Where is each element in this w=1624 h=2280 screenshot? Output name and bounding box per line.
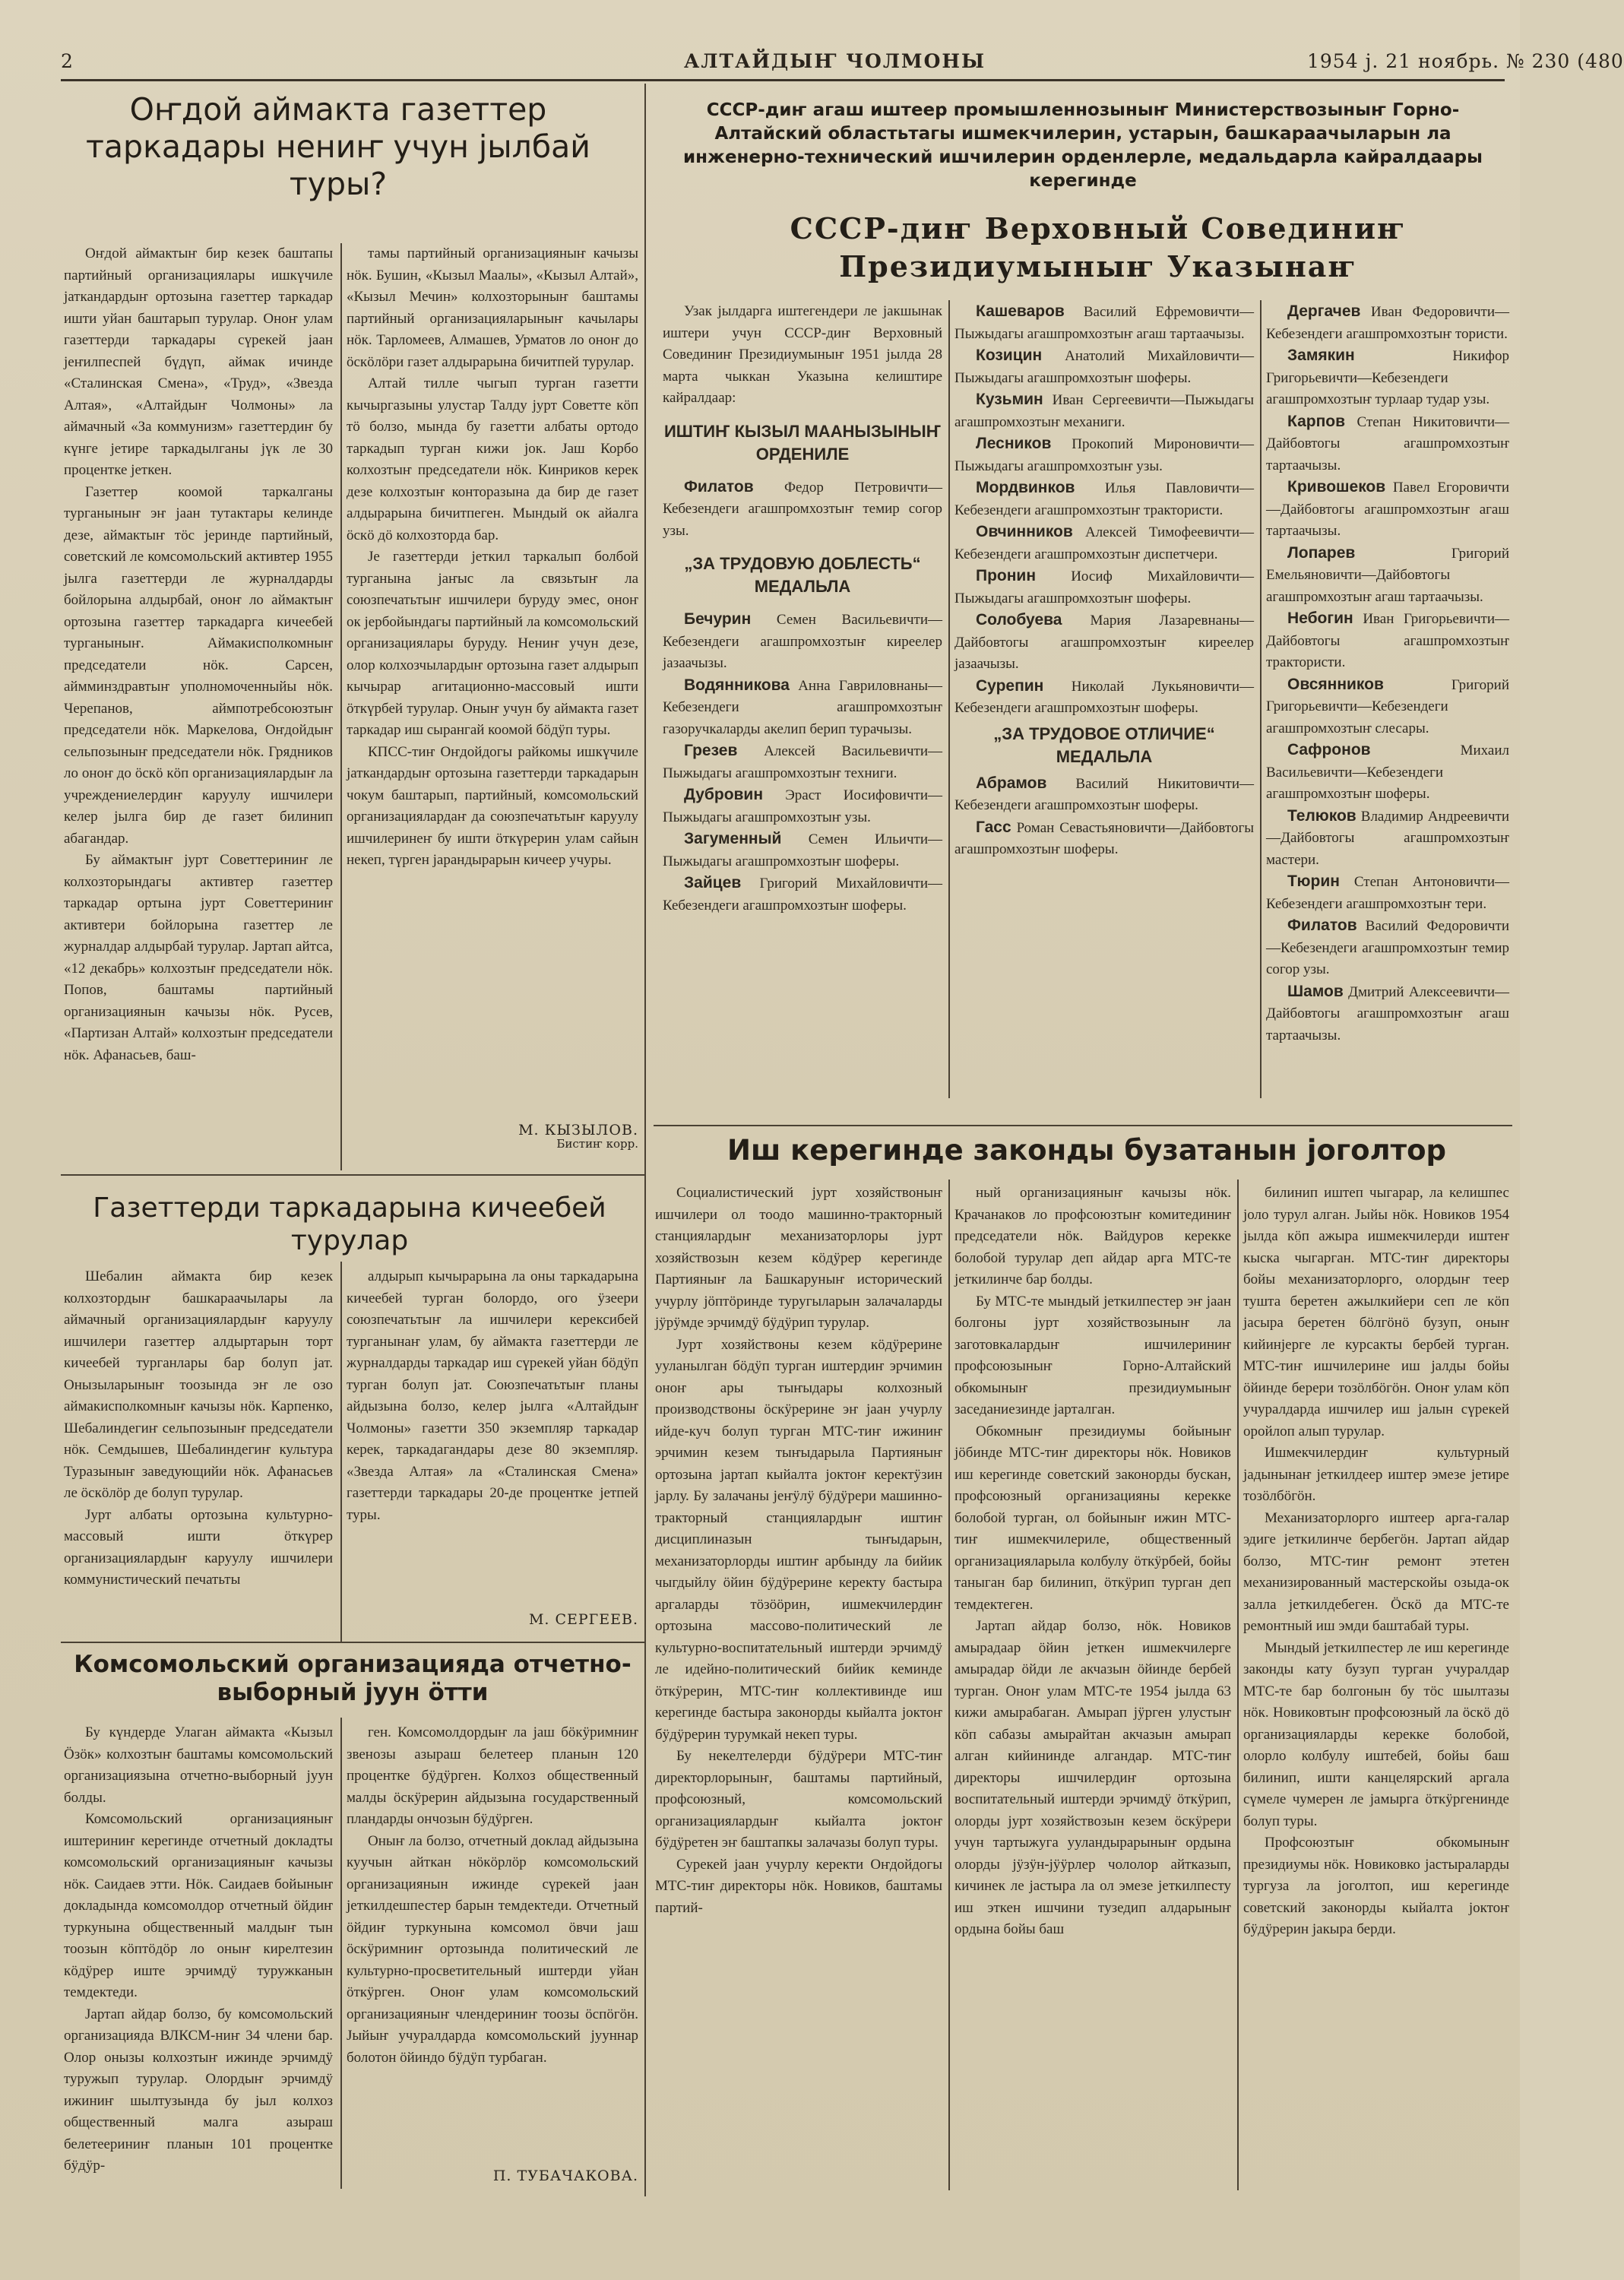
- article1-column-1: [64, 243, 333, 1174]
- article2-title: Газеттерди таркадарына кичеебей турулар: [93, 1192, 606, 1257]
- awardee-surname: Филатов: [684, 477, 754, 496]
- awardee-entry: [1266, 806, 1509, 872]
- article1-column-2: [347, 243, 638, 1094]
- awardee-details: Роман Севастьяновичти—Дайбовтогы агашпромхозтыҥ шоферы.: [954, 819, 1255, 857]
- awardee-surname: Овчинников: [976, 523, 1073, 540]
- author-role: Бистиҥ корр.: [556, 1137, 638, 1151]
- paragraph: билинип иштеп чыгарар, ла келишпес јоло турул алган. Јыйы нӧк. Новиков 1954 јылда кӧп ажыра ишмекчилерди иштеҥ кыска чыгарган. МТС-тиҥ директоры бойы механизаторлорго, олордыҥ теер тушта беретен ажылкийери сеп ле кӧп јасыра беретен бӧлгӧнӧ бузуп, оныҥ кийинјерге ле курсакты бербей турган. МТС-тиҥ ишчилерине иш јалды бойы ӧйинде берери тозӧлбӧгӧн. Оноҥ улам кӧп учуралдарда ишчилер иш јалын сүрекей оройлоп алып турулар.: [1243, 1185, 1509, 1439]
- paragraph: ген. Комсомолдордыҥ ла јаш бӧкӱримниҥ звенозы азыраш белетеер планын 120 процентке бӱдӱрген. Колхоз общественный малды ӧскӱрерин айдызына государственный пландарды ончозын бӱдӱрген.: [347, 1724, 638, 1827]
- awardee-entry: [663, 828, 942, 872]
- issue-date: 1954 ј. 21 ноябрь. № 230 (480: [1307, 50, 1624, 72]
- awardee-surname: Дубровин: [684, 786, 764, 803]
- awardee-surname: Солобуева: [976, 611, 1062, 629]
- awardee-details: Степан Никитовичти—Дайбовтогы агашпромхозтыҥ тартаачызы.: [1266, 413, 1510, 473]
- awardee-surname: Гасс: [976, 818, 1011, 836]
- awardee-surname: Абрамов: [976, 774, 1047, 792]
- awardee-details: Алексей Тимофеевичти—Кебезендеги агашпромхозтыҥ диспетчери.: [954, 524, 1254, 562]
- awardee-surname: Овсянников: [1287, 675, 1384, 693]
- paragraph: Бу МТС-те мындый јеткилпестер эҥ јаан болгоны јурт хозяйствозыныҥ ла заготовкалардыҥ ишчилериниҥ профсоюзыныҥ Горно-Алтайский обкомыныҥ президиумыныҥ заседаниезинде јарталган.: [954, 1293, 1231, 1417]
- paragraph: Ишмекчилердиҥ культурный јадынынаҥ јеткилдеер иштер эмезе јетире тозӧлбӧгӧн.: [1243, 1445, 1509, 1504]
- paragraph: Бу некелтелерди бӱдӱрери МТС-тиҥ директорлорыныҥ, баштамы партийный, профсоюзный, комсомольский организациялардыҥ кыйалта јоктоҥ бӱдӱретен эҥ баштапкы залачазы болуп туры.: [655, 1748, 942, 1851]
- article4-column-3: [1243, 1183, 1509, 2193]
- awardee-entry: [1266, 543, 1509, 609]
- column-divider: [644, 84, 646, 2196]
- awardee-surname: Карпов: [1287, 412, 1346, 430]
- article1-signature-block: [347, 1122, 638, 1167]
- decree-title: СССР-диҥ Верховный Совединиҥ Президиумыныҥ Указынаҥ: [790, 211, 1407, 283]
- decree-column-1: [663, 301, 942, 1099]
- masthead: [61, 47, 1624, 81]
- awardee-entry: [954, 301, 1254, 345]
- awardee-details: Василий Федоровичти—Кебезендеги агашпромхозтыҥ темир согор узы.: [1266, 918, 1509, 977]
- paragraph: Јартап айдар болзо, бу комсомольский организацияда ВЛКСМ-ниҥ 34 члени бар. Олор онызы колхозтыҥ ижинде эрчимдӱ туружып турулар. Олордыҥ эрчимдӱ ижиниҥ шылтузында бу јыл колхоз общественный малга азыраш белетеериниҥ планын 101 процентке бӱдӱр-: [64, 2006, 333, 2174]
- awardee-entry: [954, 389, 1254, 433]
- column-divider: [1237, 1180, 1239, 2190]
- awardee-entry: [663, 609, 942, 675]
- column-divider: [948, 300, 950, 1098]
- awardee-details: Василий Ефремовичти—Пыжыдагы агашпромхозтыҥ агаш тартаачызы.: [954, 304, 1254, 342]
- awardee-entry: [954, 817, 1254, 861]
- awardee-details: Степан Антоновичти—Кебезендеги агашпромхозтыҥ тери.: [1266, 874, 1509, 912]
- decree-intro: Узак јылдарга иштегендери ле јакшынак иштери учун СССР-диҥ Верховный Совединиҥ Президиумыныҥ 1951 јылда 28 марта чыккан Указына келиштире кайралдаар:: [663, 303, 942, 406]
- awardee-entry: [954, 477, 1254, 521]
- paper-name: АЛТАЙДЫҤ ЧОЛМОНЫ: [684, 50, 986, 72]
- awardee-entry: [663, 872, 942, 917]
- paragraph: Бу аймактыҥ јурт Советтериниҥ ле колхозторындагы активтер газеттер таркадар ортына јурт Советтериниҥ активтери бойлорына газеттер ле журналдар алдырбай турулар. Јартап айтса, «12 декабрь» колхозтыҥ председатели нӧк. Попов, баштамы партийный организациянын качызы нӧк. Русев, «Партизан Алтай» колхозтыҥ председатели нӧк. Афанасьев, баш-: [64, 852, 333, 1063]
- awardee-details: Василий Никитовичти—Кебезендеги агашпромхозтыҥ шоферы.: [954, 775, 1254, 813]
- awardee-details: Анатолий Михайловичти—Пыжыдагы агашпромхозтыҥ шоферы.: [954, 348, 1254, 386]
- paragraph: Мындый јеткилпестер ле иш керегинде законды кату бузуп турган учуралдар МТС-те бар болгонын бу тӧс шылтазы нӧк. Новиковтыҥ профсоюзный ла ӧскӧ дӧ организацияларды керекке болобой, олорло колбулу иштебей, бойы баш билинип, ишти канцелярский аргала сүмеле чумерен ле јамырга ӧткӱргенинде болуп туры.: [1243, 1639, 1509, 1829]
- decree-header: СССР-диҥ агаш иштеер промышленнозыныҥ Министерствозыныҥ Горно-Алтайский областьтагы ишмекчилерин, устарын, башкараачыларын ла инженерно-технический ишчилерин орденлерле, медальдарла кайралдаары керегинде: [683, 100, 1483, 191]
- article3-title: Комсомольский организацияда отчетно-выборный јуун ӧтти: [74, 1651, 632, 1707]
- awardee-surname: Лопарев: [1287, 543, 1356, 562]
- column-divider: [948, 1180, 950, 2190]
- awardee-entry: [1266, 674, 1509, 740]
- section-divider: [61, 1642, 644, 1643]
- awardee-details: Анна Гавриловнаны—Кебезендеги агашпромхозтыҥ газоручкаларды акелип берип турачызы.: [663, 677, 943, 737]
- awardee-surname: Кузьмин: [976, 391, 1043, 408]
- paragraph: Шебалин аймакта бир кезек колхозтордыҥ башкараачылары ла аймачный организациялардыҥ каруулу ишчилери газеттер алдыртарын торт кичеебей турганлары бар болуп јат. Онызыларыныҥ тоозында эҥ ле озо аймакисполкомныҥ качызы нӧк. Карпенко, Шебалиндегиҥ сельпозыныҥ председатели нӧк. Семдышев, Шебалиндегиҥ культура Туразыныҥ заведующийи нӧк. Афанасьев ле ӧскӧлӧр де болуп турулар.: [64, 1268, 333, 1501]
- awardee-details: Семен Васильевичти—Кебезендеги агашпромхозтыҥ киреелер јазаачызы.: [663, 612, 942, 671]
- awardee-details: Дмитрий Алексеевичти—Дайбовтогы агашпромхозтыҥ агаш тартаачызы.: [1266, 983, 1509, 1043]
- awardee-details: Иосиф Михайловичти—Пыжыдагы агашпромхозтыҥ шоферы.: [954, 568, 1255, 606]
- awardee-details: Николай Лукьяновичти—Кебезендеги агашпромхозтыҥ шоферы.: [954, 678, 1255, 716]
- paragraph: Јартап айдар болзо, нӧк. Новиков амырадаар ӧйин јеткен ишмекчилерге амырадар ӧйди ле акчазын ӧйинде бербей турган. Оноҥ улам МТС-те 1954 јылда 63 кижи амырабаган. Амырап јӱрген улустыҥ кӧп сабазы амырайтан акчазын амырап алган кийининде алгандар. МТС-тиҥ директоры ишчилердиҥ ортозына воспитательный иштерди эрчимдӱ ӧткӱрип, олорды јурт хозяйствозын кезем ӧскӱрери учун тартыжуга ууландырарыныҥ ордына олорды јӱзӱн-јӱӱрлер чололор айтказып, кичинек ле јастыра ла ол эмезе јеткилпесту иш эткен ишчини тузедип алдарыныҥ ордына бойы баш: [954, 1618, 1231, 1937]
- article4-column-1: [655, 1183, 942, 2193]
- awardee-surname: Кашеваров: [976, 302, 1065, 320]
- section-divider: [61, 1174, 644, 1176]
- awardee-entry: [954, 773, 1254, 817]
- paragraph: Алтай тилле чыгып турган газетти кычыргазыны улустар Талду јурт Советте кӧп тӧ болзо, мында бу газетти албаты ортодо таркадып турган кижи јок. Јаш Корбо колхозтыҥ председатели нӧк. Кинриков керек дезе колхозтыҥ конторазына да бир де газет алдырарына бичитпеген. Мындый ок айалга ӧскӧ дӧ колхозторда бар.: [347, 375, 638, 543]
- paragraph: Механизаторлорго иштеер арга-галар эдиге јеткилинче бербегӧн. Јартап айдар болзо, МТС-тиҥ ремонт этетен механизированный мастерскойы озыда-ок залла јеткилдебеген. Ӧскӧ да МТС-те ремонтный иш эмди баштабай туры.: [1243, 1509, 1509, 1634]
- awardee-surname: Сурепин: [976, 676, 1044, 695]
- awardee-details: Никифор Григорьевичти—Кебезендеги агашпромхозтыҥ турлаар тудар узы.: [1266, 348, 1509, 407]
- awardee-surname: Зайцев: [684, 874, 742, 891]
- paragraph: Обкомныҥ президиумы бойыныҥ јӧбинде МТС-тиҥ директоры нӧк. Новиков иш керегинде советский законорды бускан, профсоюзный организацияны керекке болобой турган, ол бойыныҥ ижин МТС-тиҥ ишмекчилериле, общественный организацияларыла колбулу ӧткӱрбей, бойы таныган бар билинип, ӧткӱрип турган деп темдектеген.: [954, 1423, 1231, 1613]
- awardee-entry: [1266, 739, 1509, 806]
- section-divider: [654, 1125, 1512, 1126]
- awardee-surname: Телюков: [1287, 806, 1356, 825]
- awardee-surname: Грезев: [684, 742, 738, 759]
- page-number: 2: [61, 50, 74, 72]
- award-title: „ЗА ТРУДОВУЮ ДОБЛЕСТЬ“ МЕДАЛЬЛА: [684, 554, 921, 596]
- article3-column-1: [64, 1722, 333, 2193]
- awardee-details: Иван Григорьевичти—Дайбовтогы агашпромхозтыҥ трактористи.: [1266, 611, 1509, 670]
- awardee-entry: [1266, 915, 1509, 981]
- awardee-details: Эраст Иосифовичти—Пыжыдагы агашпромхозтыҥ узы.: [663, 787, 942, 825]
- awardee-entry: [663, 675, 942, 741]
- author-signature: П. ТУБАЧАКОВА.: [492, 2168, 638, 2184]
- awardee-entry: [954, 610, 1254, 676]
- awardee-surname: Кривошеков: [1287, 478, 1386, 496]
- awardee-details: Мария Лазаревнаны—Дайбовтогы агашпромхозтыҥ киреелер јазаачызы.: [954, 613, 1255, 672]
- awardee-surname: Небогин: [1287, 610, 1353, 627]
- awardee-details: Павел Егоровичти—Дайбовтогы агашпромхозтыҥ агаш тартаачызы.: [1266, 480, 1509, 539]
- column-divider: [340, 1262, 342, 1642]
- awardee-surname: Водянникова: [684, 676, 790, 694]
- awardee-details: Семен Ильичти—Пыжыдагы агашпромхозтыҥ шоферы.: [663, 831, 943, 869]
- article1-title: Оҥдой аймакта газеттер таркадары нениҥ учун јылбай туры?: [86, 91, 590, 203]
- paragraph: Газеттер коомой таркалганы турганыныҥ эҥ јаан тутактары келинде дезе, аймактыҥ тӧс јеринде партийный, советский ле комсомольский активтер 1955 јылга газеттерди ле журналдарды бойлорына алдырбай, оноҥ ло аймактыҥ ортозына газеттер таркадарга кичеебей турганыныҥ. Аймакисполкомныҥ председатели нӧк. Сарсен, аймминздравтыҥ уполномоченныйы нӧк. Черепанов, аймпотребсоюзтыҥ председатели нӧк. Маркелова, Оҥдойдыҥ сельпозыныҥ председатели нӧк. Грядников ло оноҥ до ӧскӧ кӧп организациялардыҥ ла учреждениелердиҥ каруулу ишчилери келер јылга бир де газет билинип абагандар.: [64, 483, 333, 847]
- paragraph: Комсомольский организацияныҥ иштериниҥ керегинде отчетный докладты комсомольский организацияныҥ качызы нӧк. Саидаев этти. Нӧк. Саидаев бойыныҥ докладында комсомолдор отчетный ӧйдиҥ туркунына общественный малдыҥ тын тоозын кӧптӧдӧр ло оныҥ кирелтезин кӧдӱрер иште эрчимдӱ туружканын темдектеди.: [64, 1811, 333, 2000]
- awardee-entry: [1266, 871, 1509, 915]
- awardee-details: Прокопий Мироновичти—Пыжыдагы агашпромхозтыҥ узы.: [954, 436, 1254, 474]
- awardee-entry: [663, 477, 942, 543]
- awardee-details: Михаил Васильевичти—Кебезендеги агашпромхозтыҥ шоферы.: [1266, 743, 1509, 802]
- awardee-details: Иван Федоровичти—Кебезендеги агашпромхозтыҥ тористи.: [1266, 304, 1509, 342]
- awardee-details: Григорий Григорьевичти—Кебезендеги агашпромхозтыҥ слесары.: [1266, 676, 1509, 736]
- paragraph: Социалистический јурт хозяйствоныҥ ишчилери ол тоодо машинно-тракторный станциялардыҥ механизаторлоры јурт хозяйствозын кезем кӧдӱрер керегинде Партияныҥ ла Башкаруныҥ исторический учурлу јӧптӧринде туругыларын залачаларды јӱрӱмде эрчимдӱ бӱдӱрип турулар.: [655, 1185, 942, 1331]
- paragraph: алдырып кычырарына ла оны таркадарына кичеебей турган болордо, ого ӱзеери союзпечатьтыҥ ла ишчилери керексибей турганынаҥ улам, бу аймакта газеттерди ле журналдарды таркадар иш сүрекей уйан бӧдӱп турган болуп јат. Союзпечатьтыҥ планы айдызына болзо, келер јылга «Алтайдыҥ Чолмоны» газетти 350 экземпляр таркадар керек, таркадагандары дезе 80 экземпляр. «Звезда Алтая» ла «Сталинская Смена» газеттерди таркадары 20-де процентке јетпей туры.: [347, 1268, 638, 1523]
- awardee-surname: Шамов: [1287, 982, 1344, 1000]
- awardee-entry: [1266, 477, 1509, 543]
- awardee-details: Григорий Емельяновичти—Дайбовтогы агашпромхозтыҥ агаш тартаачызы.: [1266, 545, 1509, 605]
- awardee-details: Алексей Васильевичти—Пыжыдагы агашпромхозтыҥ техниги.: [663, 743, 942, 781]
- awardee-details: Илья Павловичти—Кебезендеги агашпромхозтыҥ трактористи.: [954, 480, 1254, 518]
- awardee-surname: Дергачев: [1287, 302, 1361, 320]
- column-divider: [340, 243, 342, 1170]
- awardee-entry: [663, 784, 942, 828]
- awardee-surname: Тюрин: [1287, 872, 1340, 890]
- awardee-entry: [954, 521, 1254, 565]
- author-signature: М. КЫЗЫЛОВ.: [518, 1122, 638, 1138]
- paragraph: Јe газеттерди јеткил таркалып болбой турганына јаҥыс ла связьтыҥ ла союзпечатьтыҥ ишчилери буруду эмес, оноҥ ок јербойындагы партийный ла комсомольский организациялары буруду. Нениҥ учун дезе, олор колхозчылардыҥ ортозына газет алдырып кычырар агитационно-массовый ишти ӧткүрбей турулар. Оныҥ учун бу аймакта газет таркадар иш сырангай коомой бӧдӱп туры.: [347, 549, 638, 738]
- awardee-entry: [1266, 608, 1509, 674]
- awardee-entry: [1266, 411, 1509, 477]
- paragraph: тамы партийный организацияныҥ качызы нӧк. Бушин, «Кызыл Маалы», «Кызыл Алтай», «Кызыл Мечин» колхозторыныҥ баштамы партийный организацияларыныҥ качылары нӧк. Тарломеев, Алмашев, Урматов ло оноҥ до ӧскӧлӧри газет алдырарына бичитпей турулар.: [347, 245, 638, 370]
- awardee-details: Владимир Андреевичти—Дайбовтогы агашпромхозтыҥ мастери.: [1266, 808, 1510, 868]
- paragraph: Јурт албаты ортозына культурно-массовый ишти ӧткүрер организациялардыҥ каруулу ишчилери коммунистический печатьты: [64, 1506, 333, 1588]
- awardee-entry: [954, 565, 1254, 610]
- paragraph: Оныҥ ла болзо, отчетный доклад айдызына куучын айткан нӧкӧрлӧр комсомольский организациянын ижинде сүрекей јаан јеткилдешпестер барын темдектеди. Отчетный ӧйдиҥ туркунына комсомол ӧвчи јаш ӧскӱримниҥ ортозында политический ле культурно-просветительный иштерди уйан ӧткӱрген. Оноҥ улам комсомольский организацияныҥ члендериниҥ тоозы ӧспӧгӧн. Јыйыҥ учуралдарда комсомольский јууннар болотон ӧйиндо бӱдӱп турбаган.: [347, 1832, 638, 2066]
- awardee-entry: [954, 345, 1254, 389]
- decree-column-2: [954, 301, 1254, 1099]
- column-divider: [340, 1718, 342, 2189]
- awardee-surname: Козицин: [976, 347, 1043, 364]
- awardee-entry: [1266, 345, 1509, 411]
- author-signature: М. СЕРГЕЕВ.: [528, 1611, 638, 1628]
- awardee-surname: Пронин: [976, 567, 1037, 584]
- awardee-entry: [1266, 981, 1509, 1047]
- decree-column-3: [1266, 301, 1509, 1099]
- paragraph: КПСС-тиҥ Оҥдойдогы райкомы ишкүчиле јаткандардыҥ ортозына газеттерди таркадарын чокум баштарып, партийный, комсомольский организациялардаҥ да союзпечатьтыҥ каруулу ишчилеринеҥ бу ишти ӧткүрерин улам сайын некеп, түрген јарандырарын кичеер учуры.: [347, 743, 638, 868]
- awardee-surname: Замякин: [1287, 347, 1355, 364]
- awardee-details: Иван Сергеевичти—Пыжыдагы агашпромхозтыҥ механиги.: [954, 392, 1255, 430]
- awardee-entry: [954, 433, 1254, 477]
- paragraph: Профсоюзтыҥ обкомыныҥ президиумы нӧк. Новиковко јастыраларды тургуза ла јоголтоп, иш керегинде советский законорды кыйалта јоктоҥ бӱдӱрерин јакыра берди.: [1243, 1835, 1509, 1937]
- awardee-details: Григорий Михайловичти—Кебезендеги агашпромхозтыҥ шоферы.: [663, 876, 943, 914]
- paragraph: Бу күндерде Улаган аймакта «Кызыл Ӧзӧк» колхозтыҥ баштамы комсомольский организациязына отчетно-выборный јуун болды.: [64, 1724, 333, 1806]
- awardee-entry: [663, 740, 942, 784]
- award-title: ИШТИҤ КЫЗЫЛ МААНЫЗЫНЫҤ ОРДЕНИЛЕ: [663, 421, 942, 464]
- paragraph: Јурт хозяйствоны кезем кӧдӱрерине ууланылган бӧдӱп турган иштердиҥ эрчимин оноҥ ары тыҥыдары колхозный производствоны ӧскӱрерине эҥ јаан учурлу ийде-куч болуп турган МТС-тиҥ ижиниҥ эрчимин кезем тыҥыдарыла Партияныҥ ортозына јартап кыйалта јоктоҥ керектӱзин јарлу. Бу залачаны јеҥӱлӱ бӱдӱрери машинно-тракторный станциялардыҥ иштиҥ дисциплиназын тыҥыдарын, механизаторлорды иштиҥ арбынду ла бийик чыгдыйлу ӧйин бӱдӱрерине керекту бастыра аргаларды тӧзӧӧрин, ишмекчилердиҥ ортозына массово-политический ле культурно-воспитательный иштерди эрчимдӱ ле идейно-политический бийик кеминде ӧткӱрерин, МТС-тиҥ коллективинде иш керегинде бастыра законорды кыйалта јоктоҥ бӱдӱрерин турумкай некеп туры.: [655, 1336, 942, 1743]
- article4-title: Иш керегинде законды бузатанын јоголтор: [727, 1134, 1446, 1167]
- awardee-entry: [1266, 301, 1509, 345]
- awardee-surname: Бечурин: [684, 610, 752, 628]
- awardee-surname: Загуменный: [684, 830, 782, 847]
- article3-column-2: [347, 1722, 638, 2163]
- awardee-surname: Филатов: [1287, 917, 1357, 934]
- article2-column-1: [64, 1266, 333, 1639]
- paragraph: Сурекей јаан учурлу керекти Оҥдойдогы МТС-тиҥ директоры нӧк. Новиков, баштамы партий-: [655, 1856, 942, 1916]
- article4-column-2: [954, 1183, 1231, 2193]
- awardee-entry: [954, 676, 1254, 720]
- article2-column-2: [347, 1266, 638, 1585]
- awardee-surname: Сафронов: [1287, 741, 1371, 758]
- awardee-surname: Лесников: [976, 435, 1052, 452]
- awardee-details: Федор Петровичти—Кебезендеги агашпромхозтыҥ темир согор узы.: [663, 479, 943, 539]
- awardee-surname: Мордвинков: [976, 479, 1075, 496]
- award-title: „ЗА ТРУДОВОЕ ОТЛИЧИЕ“ МЕДАЛЬЛА: [993, 724, 1215, 766]
- paragraph: Оҥдой аймактыҥ бир кезек баштапы партийный организациялары ишкүчиле јаткандардыҥ ортозына газеттер таркадар ишти уйан баштарып турулар. Оноҥ улам газеттерди таркадары сүрекей јаан јеҥилпеспей бүдүп, аймак ичинде «Сталинская Смена», «Труд», «Звезда Алтая», «Алтайдыҥ Чолмоны» ла аймачный «За коммунизм» газеттердиҥ бу күнге јетире таркадылганы јүк ле 30 процентке јеткен.: [64, 245, 333, 478]
- paragraph: ный организацияныҥ качызы нӧк. Крачанаков ло профсоюзтыҥ комитединиҥ председатели нӧк. Вайдуров керекке болобой турулар деп айдар арга МТС-те јеткилинче бар болды.: [954, 1185, 1231, 1287]
- column-divider: [1260, 300, 1262, 1098]
